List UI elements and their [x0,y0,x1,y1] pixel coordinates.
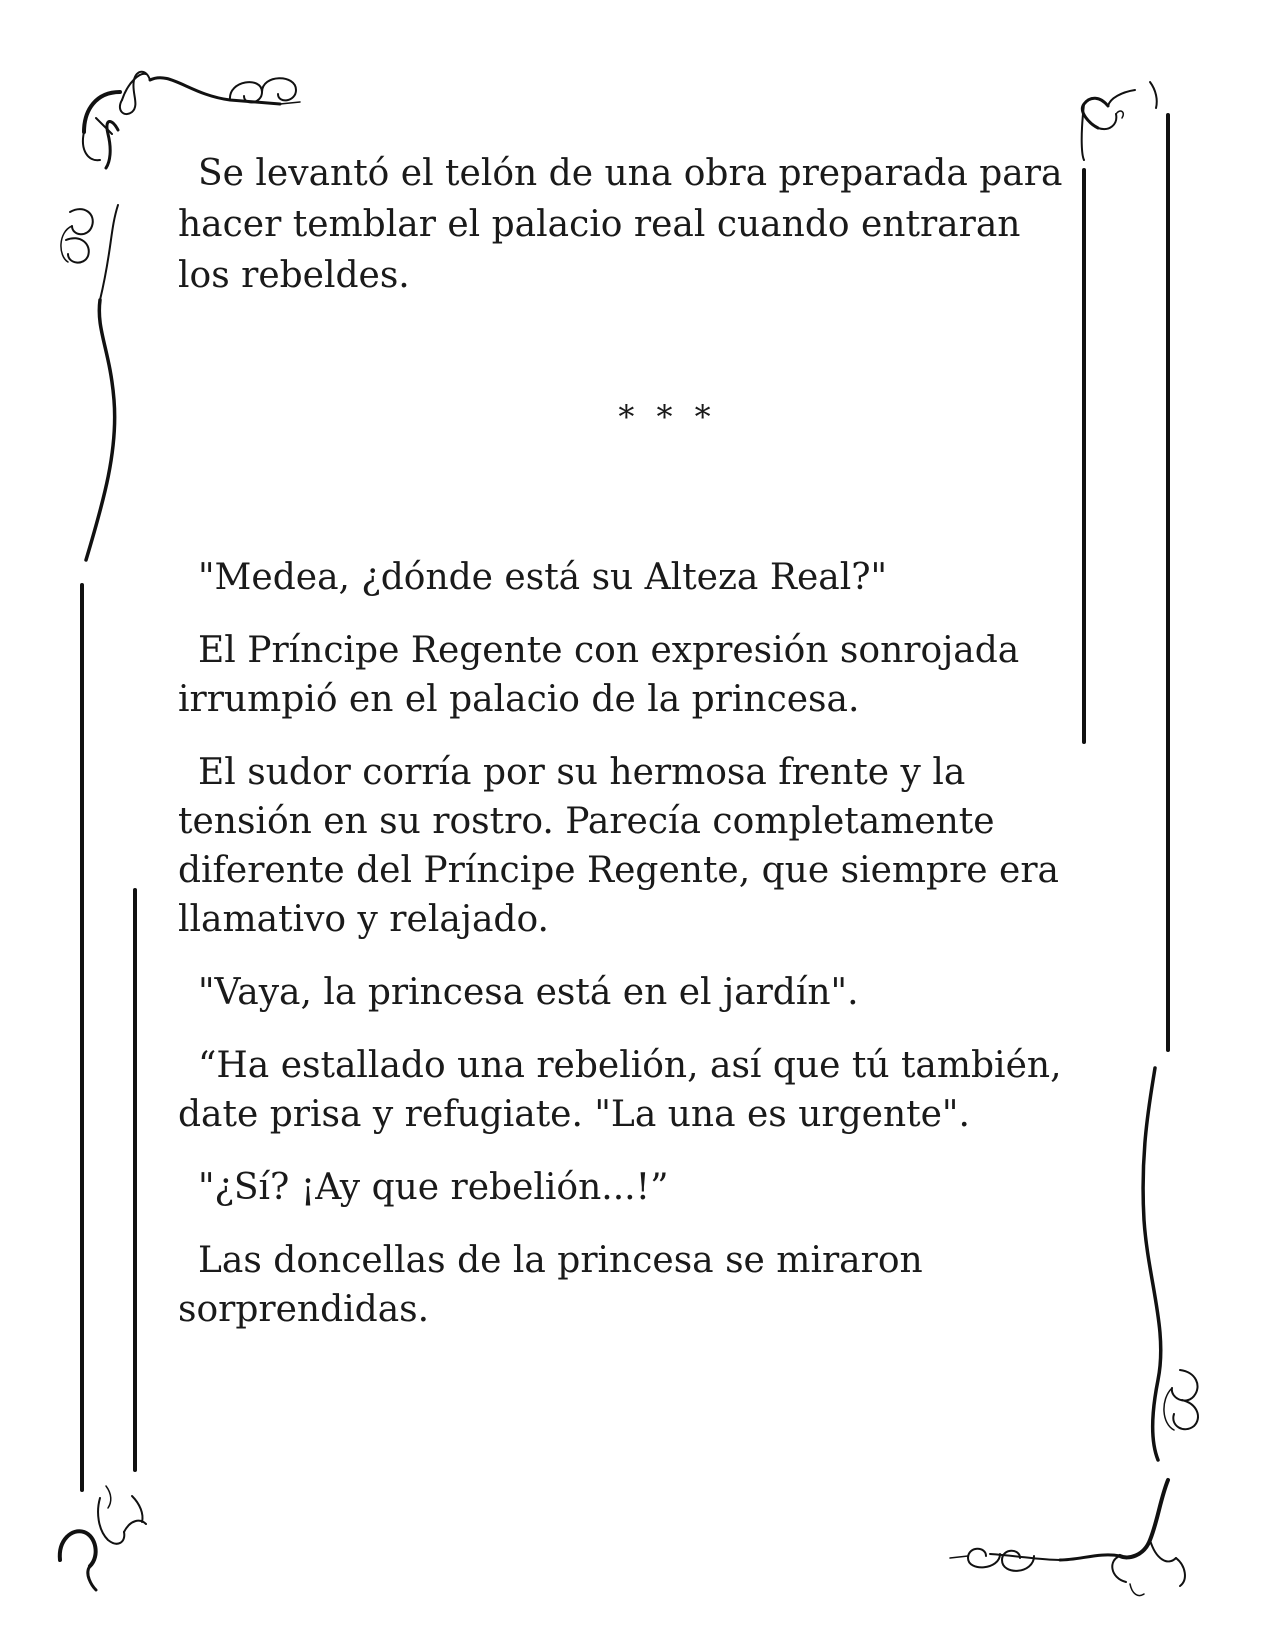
paragraph: El sudor corría por su hermosa frente y la tensión en su rostro. Parecía completamente diferente del Príncipe Regente, que siempre era llamativo y relajado. [178,752,1059,940]
left-vertical-rules [82,585,135,1490]
paragraph: Las doncellas de la princesa se miraron sorprendidas. [178,1240,923,1330]
paragraph: "¿Sí? ¡Ay que rebelión...!” [198,1167,669,1208]
bottom-left-flourish [60,1486,146,1590]
paragraph: "Vaya, la princesa está en el jardín". [198,972,859,1013]
paragraph: El Príncipe Regente con expresión sonrojada irrumpió en el palacio de la princesa. [178,630,1020,720]
top-left-flourish [61,72,300,560]
opening-text-block [178,148,1078,301]
top-right-flourish [1082,82,1168,1050]
paragraph: “Ha estallado una rebelión, así que tú también, date prisa y refugiate. "La una es urgente". [178,1045,1062,1135]
opening-paragraph: Se levantó el telón de una obra preparada para hacer temblar el palacio real cuando entraran los rebeldes. [178,153,1063,296]
main-text-block [178,553,1078,1358]
scene-break: * * * [618,398,717,436]
paragraph: "Medea, ¿dónde está su Alteza Real?" [198,557,888,598]
